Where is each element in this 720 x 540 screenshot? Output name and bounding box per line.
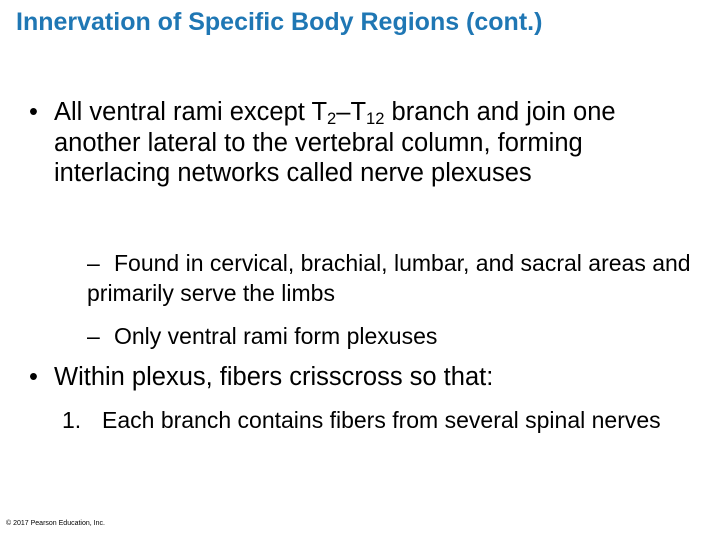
subscript-12: 12 [366,109,385,129]
sub-bullet-locations [87,248,697,308]
sub-bullet-ventral-only [87,321,697,351]
dash-marker: – [87,250,100,276]
sub-bullet-text: Only ventral rami form plexuses [114,323,438,349]
bullet-text-prefix: All ventral rami except T [54,98,328,126]
bullet-within-plexus [29,362,699,393]
bullet-text-rest: branch and join one another lateral to the vertebral column, forming interlacing networks called nerve plexuses [54,98,616,187]
bullet-text-dash: –T [336,98,367,126]
bullet-text [54,97,699,189]
sub-bullet-text: Found in cervical, brachial, lumbar, and sacral areas and primarily serve the limbs [87,250,691,306]
bullet-marker: • [29,98,38,126]
item-text: Each branch contains fibers from several spinal nerves [102,407,661,433]
bullet-text: Within plexus, fibers crisscross so that: [54,363,494,391]
dash-marker: – [87,323,100,349]
subscript-2: 2 [327,109,337,129]
item-number: 1. [62,407,82,433]
numbered-item [62,404,702,437]
bullet-marker: • [29,363,38,391]
slide-title: Innervation of Specific Body Regions (cont.) [16,8,543,36]
bullet-ventral-rami [29,97,699,189]
copyright-footer: © 2017 Pearson Education, Inc. [6,520,105,527]
